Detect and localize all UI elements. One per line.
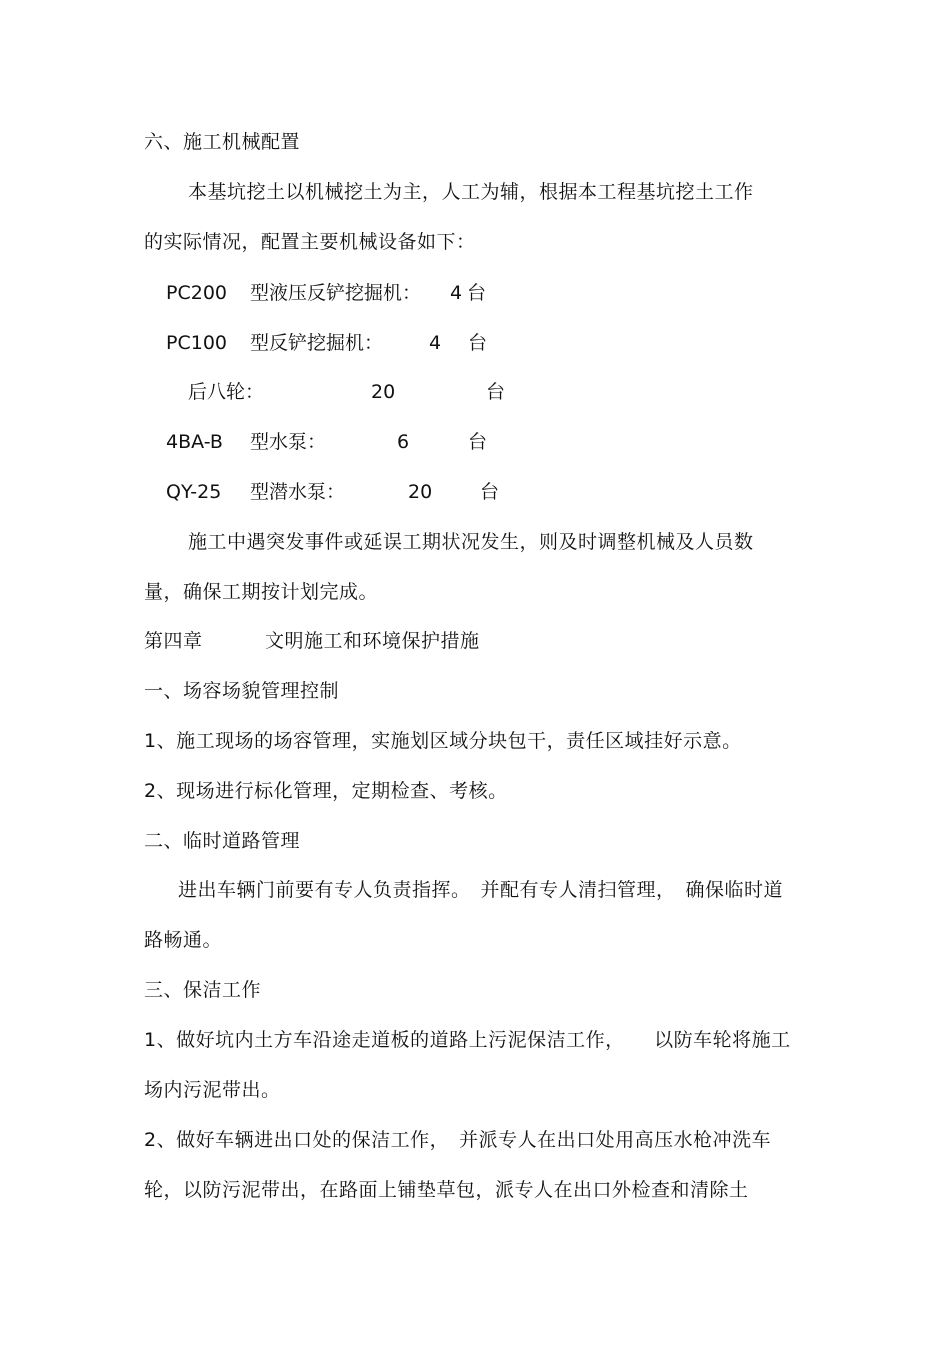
equipment-qty: 4	[429, 332, 442, 354]
equipment-row	[0, 329, 950, 357]
list-item-continuation: 场内污泥带出。	[144, 1079, 281, 1101]
chapter-heading	[0, 627, 950, 655]
list-item: 1、做好坑内土方车沿途走道板的道路上污泥保洁工作， 以防车轮将施工	[144, 1029, 791, 1051]
paragraph-line: 进出车辆门前要有专人负责指挥。 并配有专人清扫管理， 确保临时道	[178, 879, 784, 901]
equipment-unit: 台	[468, 431, 488, 453]
subsection-heading: 一、场容场貌管理控制	[144, 680, 340, 702]
equipment-qty: 6	[397, 431, 410, 453]
equipment-unit: 台	[467, 282, 487, 304]
equipment-name: 型反铲挖掘机：	[250, 332, 384, 354]
equipment-row	[0, 279, 950, 307]
subsection-heading: 三、保洁工作	[144, 979, 262, 1001]
equipment-qty: 20	[371, 381, 396, 403]
paragraph-line: 施工中遇突发事件或延误工期状况发生，则及时调整机械及人员数	[188, 531, 754, 553]
equipment-row	[0, 428, 950, 456]
paragraph-line: 路畅通。	[144, 929, 223, 951]
chapter-label: 第四章	[144, 630, 203, 652]
list-item: 2、现场进行标化管理，定期检查、考核。	[144, 780, 508, 802]
list-item-continuation: 轮，以防污泥带出，在路面上铺垫草包，派专人在出口外检查和清除土	[144, 1179, 749, 1201]
equipment-name: 型潜水泵：	[250, 481, 346, 503]
equipment-unit: 台	[486, 381, 506, 403]
equipment-unit: 台	[468, 332, 488, 354]
paragraph-line: 本基坑挖土以机械挖土为主，人工为辅，根据本工程基坑挖土工作	[188, 181, 754, 203]
equipment-row	[0, 378, 950, 406]
equipment-row	[0, 478, 950, 506]
paragraph-line: 量，确保工期按计划完成。	[144, 581, 379, 603]
chapter-title: 文明施工和环境保护措施	[265, 630, 480, 652]
equipment-unit: 台	[480, 481, 500, 503]
equipment-code: PC100	[166, 332, 227, 354]
equipment-name: 型水泵：	[250, 431, 327, 453]
section-heading: 六、施工机械配置	[144, 131, 301, 153]
paragraph-line: 的实际情况，配置主要机械设备如下：	[144, 231, 476, 253]
equipment-code: QY-25	[166, 481, 222, 503]
equipment-name: 型液压反铲挖掘机：	[250, 282, 422, 304]
subsection-heading: 二、临时道路管理	[144, 830, 301, 852]
equipment-name: 后八轮：	[188, 381, 265, 403]
equipment-qty: 4	[450, 282, 463, 304]
equipment-code: 4BA-B	[166, 431, 223, 453]
equipment-qty: 20	[408, 481, 433, 503]
list-item: 2、做好车辆进出口处的保洁工作， 并派专人在出口处用高压水枪冲洗车	[144, 1129, 772, 1151]
list-item: 1、施工现场的场容管理，实施划区域分块包干，责任区域挂好示意。	[144, 730, 742, 752]
equipment-code: PC200	[166, 282, 227, 304]
